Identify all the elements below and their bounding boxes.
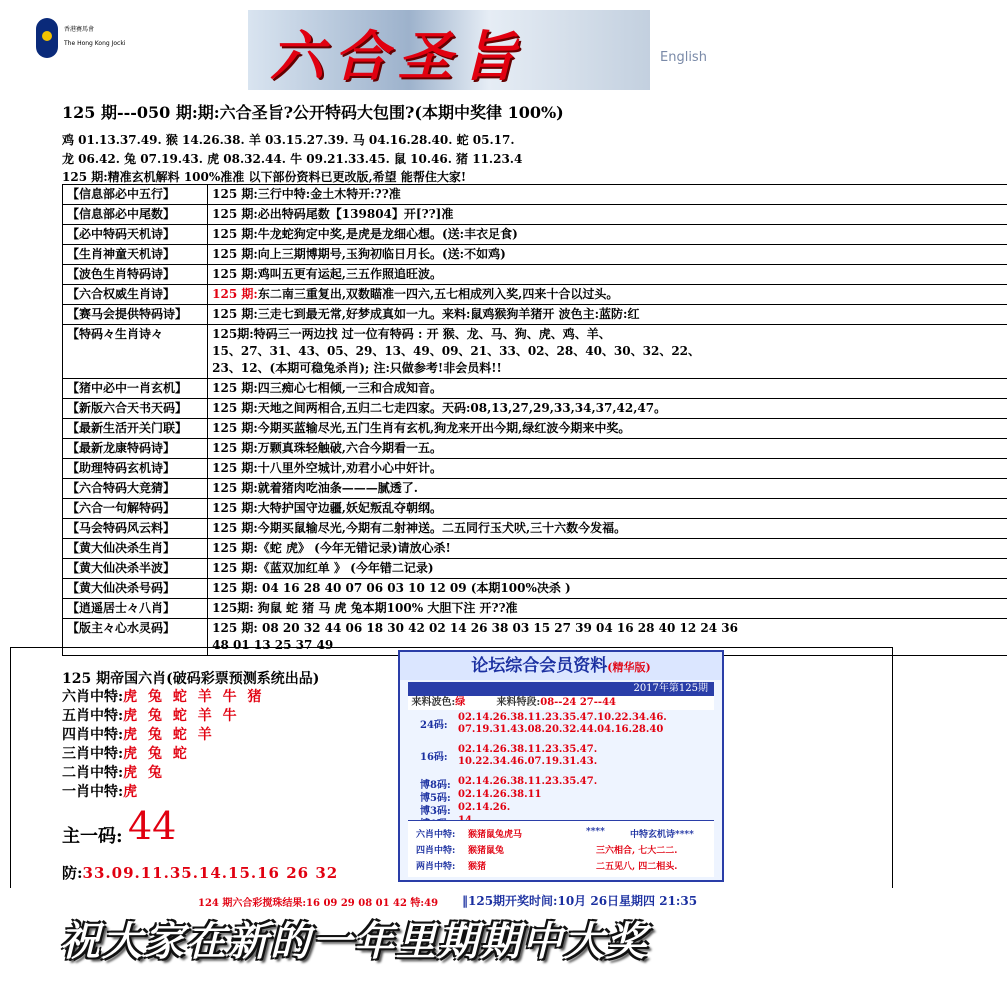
row-content <box>208 439 1007 459</box>
row-label: 【必中特码天机诗】 <box>63 225 208 245</box>
table-row <box>63 285 1007 305</box>
poem-line-2: 二五见八, 四二相头. <box>596 862 678 872</box>
guard-label: 防: <box>62 864 83 882</box>
row-content <box>208 399 1007 419</box>
stars: **** <box>586 827 605 837</box>
table-row <box>63 205 1007 225</box>
row-label: 【生肖神童天机诗】 <box>63 245 208 265</box>
member-wave-row: 来料波色:绿 来料特段:08--24 27--44 <box>408 696 714 710</box>
zodiac-pick-label: 二肖中特: <box>62 765 124 781</box>
row-content <box>208 185 1007 205</box>
table-row <box>63 459 1007 479</box>
member-group-numbers: 02.14.26. <box>458 802 511 813</box>
row-label: 【黄大仙决杀号码】 <box>63 579 208 599</box>
member-group-label: 博3码: <box>420 806 451 817</box>
row-content-line <box>212 560 1003 577</box>
row-content <box>208 599 1007 619</box>
row-text: 48 01 13 25 37 49 <box>212 638 334 652</box>
row-content <box>208 305 1007 325</box>
row-text: 125 期:三行中特:金土木特开:??准 <box>212 187 401 201</box>
zodiac-pick-value: 虎 兔 蛇 羊 牛 <box>123 708 240 724</box>
member-group-numbers: 02.14.26.38.11 <box>458 789 542 800</box>
row-content <box>208 559 1007 579</box>
table-row <box>63 265 1007 285</box>
zodiac-pick-value: 虎 兔 蛇 羊 <box>123 727 215 743</box>
zodiac-numbers-line-1: 鸡 01.13.37.49. 猴 14.26.38. 羊 03.15.27.39. 马 04.16.28.40. 蛇 05.17. <box>62 133 515 147</box>
row-period: 125 期: <box>212 287 258 301</box>
member-group-label: 24码: <box>420 720 448 731</box>
row-content-line <box>212 580 1003 597</box>
zodiac-pick-label: 三肖中特: <box>62 746 124 762</box>
guard-values: 33.09.11.35.14.15.16 26 32 <box>82 864 339 882</box>
row-label: 【赛马会提供特码诗】 <box>63 305 208 325</box>
row-content <box>208 225 1007 245</box>
row-content-line <box>212 266 1003 283</box>
row-text: 125 期:鸡叫五更有运起,三五作照追旺波。 <box>212 267 442 281</box>
zodiac-numbers-line-2: 龙 06.42. 兔 07.19.43. 虎 08.32.44. 牛 09.21.33.45. 鼠 10.46. 猪 11.23.4 <box>62 152 523 166</box>
logo-text-en: The Hong Kong Jocki <box>64 40 126 47</box>
logo-text-cn: 香港賽馬會 <box>64 26 95 33</box>
row-content-line <box>212 226 1003 243</box>
row-label: 【版主々心水灵码】 <box>63 619 208 656</box>
row-text: 125 期:今期买鼠输尽光,今期有二射神送。二五同行玉犬吠,三十六数今发福。 <box>212 521 627 535</box>
row-content <box>208 285 1007 305</box>
table-row <box>63 379 1007 399</box>
f2-value: 猴猪鼠兔 <box>468 846 505 856</box>
main-number-value: 44 <box>128 804 177 848</box>
row-content <box>208 205 1007 225</box>
jockey-club-logo <box>36 14 146 64</box>
row-content <box>208 539 1007 559</box>
row-label: 【黄大仙决杀半波】 <box>63 559 208 579</box>
row-content <box>208 499 1007 519</box>
row-text: 125 期:牛龙蛇狗定中奖,是虎是龙细心想。(送:丰衣足食) <box>212 227 518 241</box>
f1-label: 六肖中特: <box>416 830 456 840</box>
row-text: 125 期:天地之间两相合,五归二七走四家。天码:08,13,27,29,33,34,37,42,47。 <box>212 401 667 415</box>
row-text: 125 期:三走七到最无常,好梦成真如一九。来料:鼠鸡猴狗羊猪开 波色主:蓝防:红 <box>212 307 640 321</box>
main-number-label: 主一码: <box>62 826 123 847</box>
zodiac-pick-label: 四肖中特: <box>62 727 124 743</box>
row-text: 23、12、(本期可稳兔杀肖); 注:只做参考!非会员料!! <box>212 361 502 375</box>
zodiac-pick-row <box>62 762 165 782</box>
row-content-line <box>212 460 1003 477</box>
row-label: 【最新龙康特码诗】 <box>63 439 208 459</box>
table-row <box>63 305 1007 325</box>
row-text: 125 期:十八里外空城计,劝君小心中奸计。 <box>212 461 442 475</box>
row-text: 15、27、31、43、05、29、13、49、09、21、33、02、28、40、30、32、22、 <box>212 344 701 358</box>
row-text: 125 期: 08 20 32 44 06 18 30 42 02 14 26 38 03 15 27 39 04 16 28 40 12 24 36 <box>212 621 738 635</box>
zodiac-pick-value: 虎 兔 蛇 <box>123 746 190 762</box>
poem-line-1: 三六相合, 七大二二. <box>596 846 678 856</box>
zodiac-pick-label: 五肖中特: <box>62 708 124 724</box>
zodiac-pick-row <box>62 724 215 744</box>
table-row <box>63 559 1007 579</box>
member-group-label: 博8码: <box>420 780 451 791</box>
row-content-line <box>212 206 1003 223</box>
row-content-line <box>212 480 1003 497</box>
row-text: 125 期:今期买蓝输尽光,五门生肖有玄机,狗龙来开出今期,绿红波今期来中奖。 <box>212 421 631 435</box>
row-content-line <box>212 500 1003 517</box>
row-label: 【助理特码玄机诗】 <box>63 459 208 479</box>
row-content-line <box>212 440 1003 457</box>
row-content <box>208 579 1007 599</box>
row-content <box>208 379 1007 399</box>
row-label: 【最新生活开关门联】 <box>63 419 208 439</box>
row-label: 【新版六合天书天码】 <box>63 399 208 419</box>
table-row <box>63 399 1007 419</box>
row-content <box>208 419 1007 439</box>
row-content-line <box>212 306 1003 323</box>
row-content-line <box>212 246 1003 263</box>
member-data-panel <box>398 650 724 882</box>
zodiac-pick-value: 虎 兔 <box>123 765 166 781</box>
banner-title: 六合圣旨 <box>270 24 526 88</box>
table-row <box>63 519 1007 539</box>
row-label: 【信息部必中尾数】 <box>63 205 208 225</box>
english-link[interactable]: English <box>660 50 707 65</box>
page-headline: 125 期---050 期:期:六合圣旨?公开特码大包围?(本期中奖律 100%) <box>62 103 564 122</box>
row-content-line <box>212 326 1003 343</box>
zodiac-pick-row <box>62 743 190 763</box>
row-label: 【信息部必中五行】 <box>63 185 208 205</box>
row-text: 125期:特码三一两边找 过一位有特码 : 开 猴、龙、马、狗、虎、鸡、羊、 <box>212 327 611 341</box>
f1-value: 猴猪鼠兔虎马 <box>468 830 523 840</box>
poem-label: 中特玄机诗**** <box>630 830 694 840</box>
zodiac-pick-row <box>62 705 240 725</box>
row-text: 125 期:就着猪肉吃油条———腻透了. <box>212 481 418 495</box>
row-label: 【黄大仙决杀生肖】 <box>63 539 208 559</box>
row-text: 东二南三重复出,双数瞄准一四六,五七相成列入奖,四来十合以过头。 <box>257 287 619 301</box>
row-content-line <box>212 380 1003 397</box>
prediction-table <box>62 184 1007 656</box>
table-row <box>63 479 1007 499</box>
guard-numbers <box>62 862 338 883</box>
table-row <box>63 579 1007 599</box>
zodiac-pick-label: 六肖中特: <box>62 689 124 705</box>
row-content-line <box>212 343 1003 360</box>
row-content-line <box>212 600 1003 617</box>
row-label: 【猪中必中一肖玄机】 <box>63 379 208 399</box>
row-content <box>208 479 1007 499</box>
member-group-numbers: 02.14.26.38.11.23.35.47. <box>458 776 598 787</box>
member-group-numbers: 07.19.31.43.08.20.32.44.04.16.28.40 <box>458 724 664 735</box>
row-label: 【六合权威生肖诗】 <box>63 285 208 305</box>
row-content-line <box>212 286 1003 303</box>
row-label: 【六合一句解特码】 <box>63 499 208 519</box>
row-label: 【逍遥居士々八肖】 <box>63 599 208 619</box>
row-label: 【六合特码大竞猜】 <box>63 479 208 499</box>
zodiac-pick-value: 虎 <box>123 784 141 800</box>
zodiac-pick-label: 一肖中特: <box>62 784 124 800</box>
row-content-line <box>212 400 1003 417</box>
f3-value: 猴猪 <box>468 862 487 872</box>
member-group-label: 博5码: <box>420 793 451 804</box>
row-content-line <box>212 540 1003 557</box>
zodiac-pick-row <box>62 686 265 706</box>
table-row <box>63 185 1007 205</box>
row-content <box>208 265 1007 285</box>
row-text: 125 期: 04 16 28 40 07 06 03 10 12 09 (本期100%决杀 ) <box>212 581 571 595</box>
draw-time: ‖125期开奖时间:10月 26日星期四 21:35 <box>462 894 698 908</box>
row-text: 125 期:四三痴心七相倾,一三和合成知音。 <box>212 381 442 395</box>
member-issue-bar: 2017年第125期 <box>408 682 714 696</box>
row-text: 125 期:必出特码尾数【139804】开[??]准 <box>212 207 454 221</box>
row-content-line <box>212 186 1003 203</box>
table-row <box>63 539 1007 559</box>
row-content-line <box>212 620 1003 637</box>
row-text: 125 期:万颗真珠轻触破,六合今期看一五。 <box>212 441 442 455</box>
row-content <box>208 245 1007 265</box>
member-footer <box>408 820 714 877</box>
member-group-numbers: 02.14.26.38.11.23.35.47. <box>458 744 598 755</box>
row-label: 【特码々生肖诗々 <box>63 325 208 379</box>
member-group-numbers: 02.14.26.38.11.23.35.47.10.22.34.46. <box>458 712 667 723</box>
logo-emblem-icon <box>36 18 58 58</box>
row-content <box>208 459 1007 479</box>
row-label: 【马会特码风云料】 <box>63 519 208 539</box>
six-zodiac-title: 125 期帝国六肖(破码彩票预测系统出品) <box>62 671 320 687</box>
row-content-line <box>212 360 1003 377</box>
member-group-numbers: 10.22.34.46.07.19.31.43. <box>458 756 598 767</box>
f2-label: 四肖中特: <box>416 846 456 856</box>
row-text: 125 期:向上三期博期号,玉狗初临日月长。(送:不如鸡) <box>212 247 506 261</box>
table-row <box>63 245 1007 265</box>
member-group-label: 16码: <box>420 752 448 763</box>
table-row <box>63 439 1007 459</box>
row-text: 125期: 狗鼠 蛇 猪 马 虎 兔本期100% 大胆下注 开??准 <box>212 601 518 615</box>
table-row <box>63 419 1007 439</box>
row-text: 125 期:《蓝双加红单 》 (今年错二记录) <box>212 561 434 575</box>
table-row <box>63 499 1007 519</box>
row-text: 125 期:《蛇 虎》 (今年无错记录)请放心杀! <box>212 541 451 555</box>
slogan-banner: 祝大家在新的一年里期期中大奖 <box>60 918 648 965</box>
row-label: 【波色生肖特码诗】 <box>63 265 208 285</box>
f3-label: 两肖中特: <box>416 862 456 872</box>
notice-line: 125 期:精准玄机解料 100%准准 以下部份资料已更改版,希望 能帮住大家! <box>62 170 467 184</box>
table-row <box>63 599 1007 619</box>
row-content-line <box>212 420 1003 437</box>
row-content-line <box>212 520 1003 537</box>
zodiac-pick-value: 虎 兔 蛇 羊 牛 猪 <box>123 689 265 705</box>
table-row <box>63 225 1007 245</box>
member-panel-title: 论坛综合会员资料(精华版) <box>400 652 722 680</box>
row-content <box>208 519 1007 539</box>
zodiac-pick-row <box>62 781 140 801</box>
last-draw-result: 124 期六合彩搅珠结果:16 09 29 08 01 42 特:49 <box>198 898 439 909</box>
row-text: 125 期:大特护国守边疆,妖妃叛乱夺朝纲。 <box>212 501 442 515</box>
row-content <box>208 325 1007 379</box>
table-row <box>63 325 1007 379</box>
